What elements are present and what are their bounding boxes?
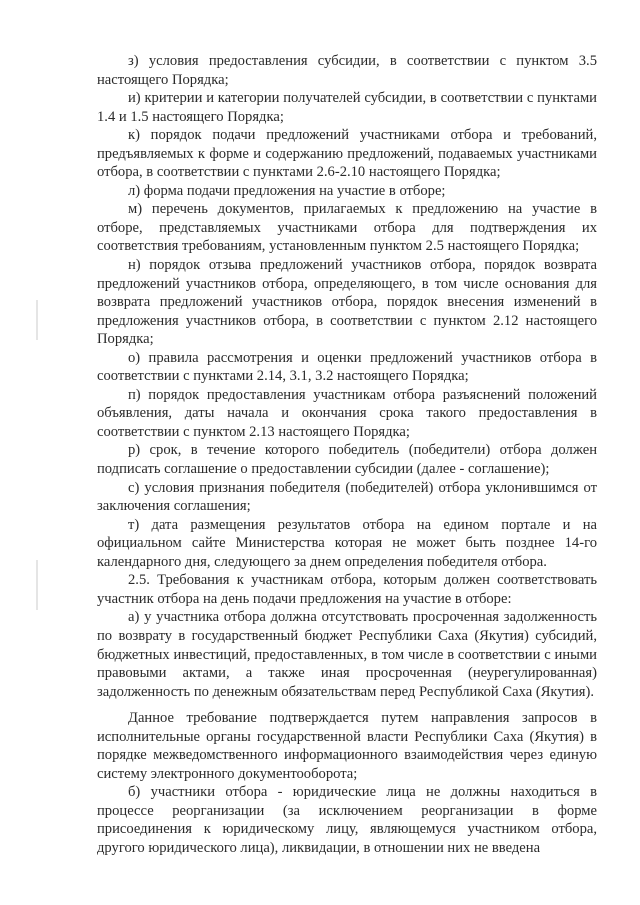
document-page [97,52,597,858]
list-item-z: з) условия предоставления субсидии, в соответствии с пунктом 3.5 настоящего Порядка; [97,53,597,88]
list-item-l: л) форма подачи предложения на участие в отборе; [128,182,446,199]
list-item-p: п) порядок предоставления участникам отбора разъяснений положений объявления, даты начала и окончания срока такого предоставления в соответствии с пунктом 2.13 настоящего Порядка; [97,386,597,440]
list-item-o: о) правила рассмотрения и оценки предложений участников отбора в соответствии с пунктами 2.14, 3.1, 3.2 настоящего Порядка; [97,349,597,385]
list-item-m: м) перечень документов, прилагаемых к предложению на участие в отборе, представляемых участниками отбора для подтверждения их соответствия требованиям, установленным пунктом 2.5 настоящего Порядка; [97,201,597,255]
requirement-a: а) у участника отбора должна отсутствовать просроченная задолженность по возврату в государственный бюджет Республики Саха (Якутия) субсидий, бюджетных инвестиций, предоставленных, в том числе в соответствии с иными правовыми актами, а также иная просроченная (неурегулированная) задолженность по денежным обязательствам перед Республикой Саха (Якутия). [97,609,597,700]
scan-artifact [36,300,38,340]
scan-artifact [36,560,38,610]
list-item-r: р) срок, в течение которого победитель (победители) отбора должен подписать соглашение о предоставлении субсидии (далее - соглашение); [97,442,597,478]
requirement-a-note: Данное требование подтверждается путем направления запросов в исполнительные органы государственной власти Республики Саха (Якутия) в порядке межведомственного информационного взаимодействия через единую систему электронного документооборота; [97,710,597,782]
list-item-n: н) порядок отзыва предложений участников отбора, порядок возврата предложений участников отбора, определяющего, в том числе основания для возврата предложений участников отбора, порядок внесения изменений в предложения участников отбора, в соответствии с пунктом 2.12 настоящего Порядка; [97,257,597,348]
list-item-t: т) дата размещения результатов отбора на едином портале и на официальном сайте Министерства которая не может быть позднее 14-го календарного дня, следующего за днем определения победителя отбора. [97,516,597,570]
section-2-5: 2.5. Требования к участникам отбора, которым должен соответствовать участник отбора на день подачи предложения на участие в отборе: [97,572,597,607]
list-item-s: с) условия признания победителя (победителей) отбора уклонившимся от заключения соглашения; [97,479,597,515]
requirement-b: б) участники отбора - юридические лица не должны находиться в процессе реорганизации (за исключением реорганизации в форме присоединения к юридическому лицу, являющемуся участником отбора, другого юридического лица), ликвидации, в отношении них не введена [97,784,597,856]
list-item-i: и) критерии и категории получателей субсидии, в соответствии с пунктами 1.4 и 1.5 настоящего Порядка; [97,90,597,125]
list-item-k: к) порядок подачи предложений участниками отбора и требований, предъявляемых к форме и содержанию предложений, подаваемых участниками отбора, в соответствии с пунктами 2.6-2.10 настоящего Порядка; [97,127,597,181]
